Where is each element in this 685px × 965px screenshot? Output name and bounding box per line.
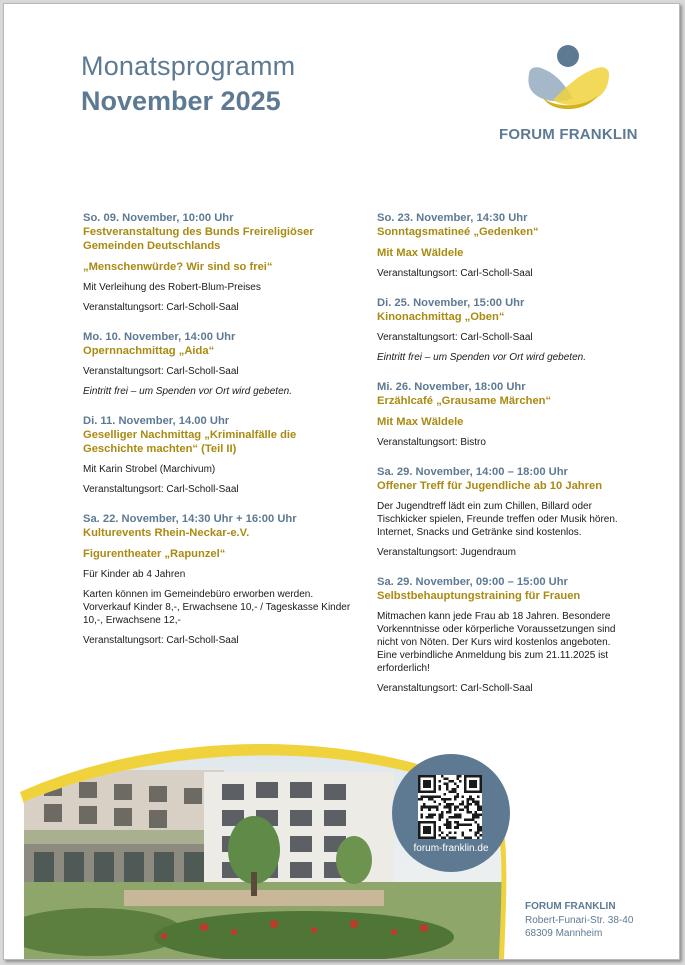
event-subtitle: Figurentheater „Rapunzel“	[83, 548, 226, 560]
event-text: Veranstaltungsort: Carl-Scholl-Saal	[83, 302, 239, 313]
events-column-right	[377, 211, 627, 711]
event-text: Veranstaltungsort: Carl-Scholl-Saal	[83, 366, 239, 377]
event-text: Für Kinder ab 4 Jahren	[83, 569, 186, 580]
event-item	[83, 414, 355, 496]
event-text: Veranstaltungsort: Jugendraum	[377, 547, 516, 558]
event-title: Kulturevents Rhein-Neckar-e.V.	[83, 527, 250, 539]
program-page	[3, 3, 680, 960]
event-title: Selbstbehauptungstraining für Frauen	[377, 590, 581, 602]
event-item	[83, 512, 355, 647]
event-title: Festveranstaltung des Bunds Freireligiöser Gemeinden Deutschlands	[83, 226, 314, 252]
event-item	[83, 211, 355, 314]
event-title: Geselliger Nachmittag „Kriminalfälle die Geschichte machten“ (Teil II)	[83, 429, 297, 455]
event-text: Veranstaltungsort: Carl-Scholl-Saal	[377, 268, 533, 279]
forum-franklin-logo	[525, 42, 611, 114]
event-date: Di. 11. November, 14.00 Uhr	[83, 415, 230, 427]
footer-city: 68309 Mannheim	[525, 928, 603, 939]
event-title: Kinonachmittag „Oben“	[377, 311, 505, 323]
event-date: So. 23. November, 14:30 Uhr	[377, 212, 528, 224]
event-text: Veranstaltungsort: Carl-Scholl-Saal	[377, 683, 533, 694]
event-date: So. 09. November, 10:00 Uhr	[83, 212, 234, 224]
event-date: Di. 25. November, 15:00 Uhr	[377, 297, 525, 309]
event-date: Sa. 22. November, 14:30 Uhr + 16:00 Uhr	[83, 513, 297, 525]
footer-address	[525, 900, 633, 941]
event-text: Veranstaltungsort: Bistro	[377, 437, 486, 448]
event-subtitle: „Menschenwürde? Wir sind so frei“	[83, 261, 273, 273]
events-column-left	[83, 211, 355, 663]
event-text: Karten können im Gemeindebüro erworben werden. Vorverkauf Kinder 8,-, Erwachsene 10,- / Tageskasse Kinder 10,-, Erwachsene 12,-	[83, 589, 351, 626]
event-date: Sa. 29. November, 09:00 – 15:00 Uhr	[377, 576, 568, 588]
event-date: Mi. 26. November, 18:00 Uhr	[377, 381, 526, 393]
event-text: Mitmachen kann jede Frau ab 18 Jahren. Besondere Vorkenntnisse oder körperliche Voraussetzungen sind nicht von Nöten. Der Kurs wird kostenlos angeboten. Eine verbindliche Anmeldung bis zum 21.11.2025 ist erforderlich!	[377, 611, 616, 674]
event-date: Sa. 29. November, 14:00 – 18:00 Uhr	[377, 466, 568, 478]
page-title-month: November 2025	[81, 86, 281, 116]
event-text: Mit Verleihung des Robert-Blum-Preises	[83, 282, 261, 293]
footer-street: Robert-Funari-Str. 38-40	[525, 914, 634, 926]
event-subtitle: Mit Max Wäldele	[377, 247, 464, 259]
event-subtitle: Mit Max Wäldele	[377, 416, 464, 428]
event-title: Offener Treff für Jugendliche ab 10 Jahren	[377, 480, 603, 492]
event-text: Veranstaltungsort: Carl-Scholl-Saal	[83, 635, 239, 646]
event-title: Erzählcafé „Grausame Märchen“	[377, 395, 552, 407]
website-url[interactable]: forum-franklin.de	[413, 843, 489, 854]
event-text: Der Jugendtreff lädt ein zum Chillen, Billard oder Tischkicker spielen, Freunde treffen oder Musik hören. Internet, Snacks und Getränke sind kostenlos.	[377, 501, 618, 538]
qr-badge[interactable]	[392, 754, 510, 872]
event-note: Eintritt frei – um Spenden vor Ort wird gebeten.	[377, 352, 586, 363]
event-item	[377, 380, 627, 449]
event-note: Eintritt frei – um Spenden vor Ort wird gebeten.	[83, 386, 292, 397]
event-item	[377, 211, 627, 280]
event-item	[83, 330, 355, 398]
event-item	[377, 575, 627, 695]
event-text: Veranstaltungsort: Carl-Scholl-Saal	[83, 484, 239, 495]
event-date: Mo. 10. November, 14:00 Uhr	[83, 331, 236, 343]
footer-name: FORUM FRANKLIN	[525, 901, 616, 912]
brand-name: FORUM FRANKLIN	[499, 126, 638, 143]
event-text: Veranstaltungsort: Carl-Scholl-Saal	[377, 332, 533, 343]
event-title: Sonntagsmatineé „Gedenken“	[377, 226, 539, 238]
event-item	[377, 465, 627, 559]
qr-code-icon[interactable]	[418, 775, 482, 839]
event-text: Mit Karin Strobel (Marchivum)	[83, 464, 216, 475]
event-item	[377, 296, 627, 364]
event-title: Opernnachmittag „Aida“	[83, 345, 215, 357]
page-title-month-program: Monatsprogramm	[81, 51, 296, 81]
